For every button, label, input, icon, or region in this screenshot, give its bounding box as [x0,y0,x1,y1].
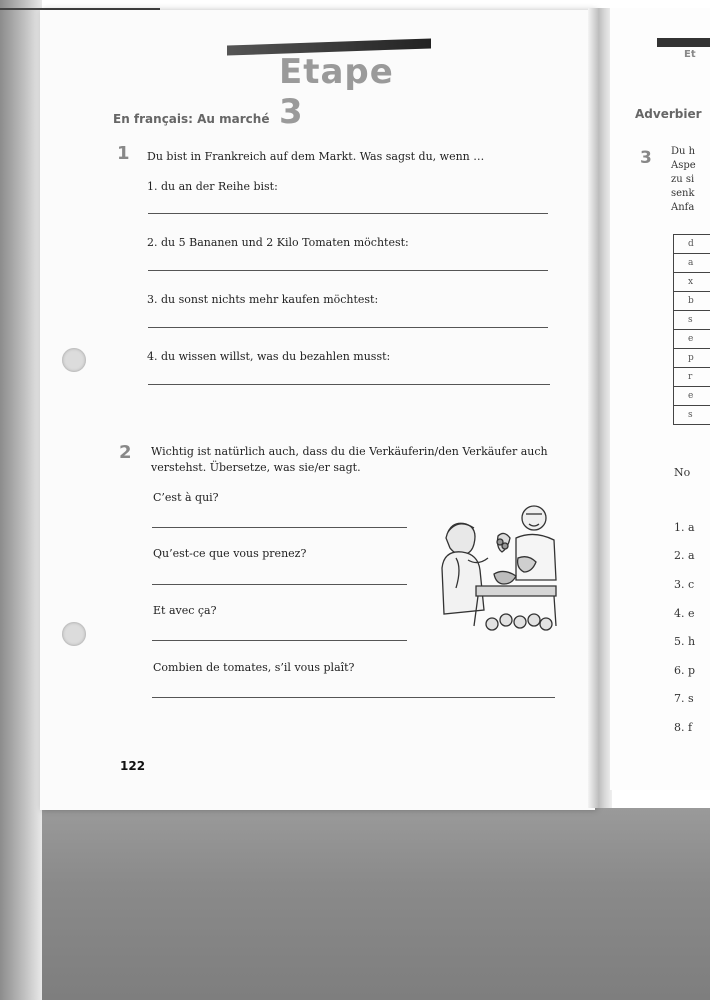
list-item: 8. f [674,721,693,734]
phrase-item: Qu’est-ce que vous prenez? [153,547,307,560]
table-cell: s [674,311,710,330]
right-section-heading: Adverbier [635,107,702,121]
answer-line[interactable] [148,270,548,271]
answer-line[interactable] [152,584,407,585]
word-table [673,234,710,425]
table-cell: r [674,368,710,387]
question-item: 4. du wissen willst, was du bezahlen musst: [147,350,391,363]
table-cell: a [674,254,710,273]
list-item: 7. s [674,692,694,705]
list-item: 1. a [674,521,695,534]
question-item: 3. du sonst nichts mehr kaufen möchtest: [147,293,379,306]
exercise-instruction: Wichtig ist natürlich auch, dass du die Verkäuferin/den Verkäufer auch [151,445,548,458]
note-fragment: No [674,466,691,479]
right-banner-bar [657,38,710,47]
phrase-item: Combien de tomates, s’il vous plaît? [153,661,355,674]
punch-hole [62,622,86,646]
phrase-item: Et avec ça? [153,604,217,617]
page-number: 122 [120,759,146,773]
exercise-number: 2 [119,442,132,463]
answer-line[interactable] [148,384,550,385]
question-item: 1. du an der Reihe bist: [147,180,278,193]
table-cell: e [674,387,710,406]
market-illustration [436,498,558,638]
right-page-title-fragment: Et [684,49,696,60]
scan-background-left [0,0,42,1000]
answer-line[interactable] [152,527,407,528]
list-item: 3. c [674,578,695,591]
right-page [610,8,710,790]
punch-hole [62,348,86,372]
text-fragment: Aspe [671,160,696,171]
etape-banner [227,32,431,132]
section-heading: En français: Au marché [113,112,270,126]
answer-line[interactable] [148,327,548,328]
text-fragment: Du h [671,146,696,157]
scan-background-bottom [0,808,710,1000]
exercise-instruction: verstehst. Übersetze, was sie/er sagt. [151,461,361,474]
text-fragment: Anfa [671,202,695,213]
table-cell: p [674,349,710,368]
exercise-instruction: Du bist in Frankreich auf dem Markt. Was sagst du, wenn … [147,150,485,163]
answer-line[interactable] [152,640,407,641]
question-item: 2. du 5 Bananen und 2 Kilo Tomaten möchtest: [147,236,409,249]
text-fragment: zu si [671,174,695,185]
answer-line[interactable] [148,213,548,214]
list-item: 4. e [674,607,695,620]
text-fragment: senk [671,188,695,199]
exercise-number: 1 [117,143,130,164]
table-cell: x [674,273,710,292]
list-item: 2. a [674,549,695,562]
table-cell: d [674,235,710,254]
table-cell: s [674,406,710,425]
list-item: 6. p [674,664,696,677]
table-cell: e [674,330,710,349]
answer-line[interactable] [152,697,555,698]
page-gutter [588,8,612,808]
list-item: 5. h [674,635,696,648]
table-cell: b [674,292,710,311]
exercise-number: 3 [640,148,652,168]
phrase-item: C’est à qui? [153,491,219,504]
page-title: Etape 3 [279,52,394,132]
